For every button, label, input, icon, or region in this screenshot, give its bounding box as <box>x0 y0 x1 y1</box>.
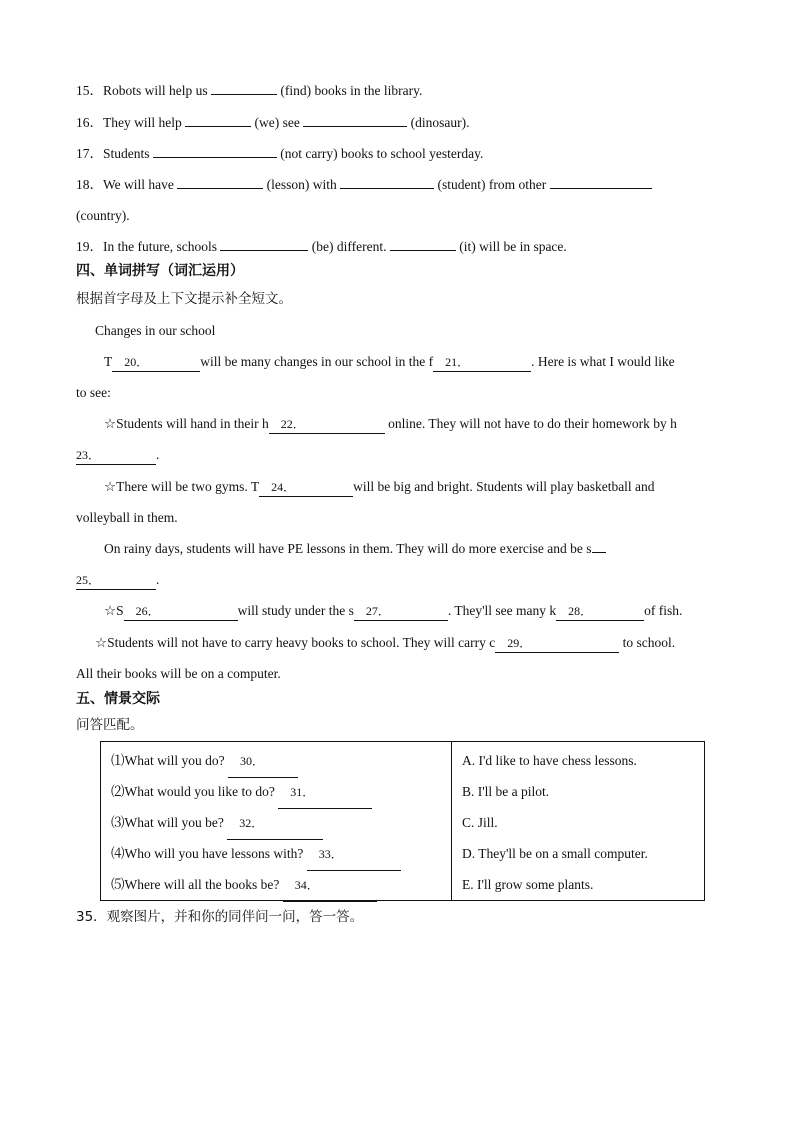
answer-blank-33[interactable] <box>307 839 401 871</box>
answer-blank-24[interactable] <box>259 478 353 497</box>
passage-text: . <box>156 447 160 462</box>
answer-blank[interactable] <box>220 238 308 251</box>
question-text: ⑸Where will all the books be? <box>111 877 283 892</box>
passage-text: ☆Students will hand in their h <box>104 416 269 431</box>
blank-number: 28． <box>568 604 593 618</box>
question-text: (we) see <box>251 115 304 130</box>
answer-blank-30[interactable] <box>228 746 298 778</box>
match-question-32 <box>111 807 451 838</box>
blank-number: 29． <box>507 636 532 650</box>
question-text: ⑶What will you be? <box>111 815 228 830</box>
answers-column <box>452 742 705 901</box>
question-17 <box>76 145 483 163</box>
passage-line-2: to see: <box>76 385 111 400</box>
question-text: (lesson) with <box>263 177 341 192</box>
question-number: 17． <box>76 146 103 161</box>
answer-blank[interactable] <box>153 145 277 158</box>
answer-blank-28[interactable] <box>556 602 644 621</box>
question-number: 16． <box>76 115 103 130</box>
answer-blank-21[interactable] <box>433 353 531 372</box>
question-18-continued <box>76 207 130 225</box>
question-text: ⑷Who will you have lessons with? <box>111 846 307 861</box>
blank-number: 34． <box>294 878 319 892</box>
question-text: ⑴What will you do? <box>111 753 228 768</box>
blank-number: 27． <box>365 604 390 618</box>
passage-text: will be big and bright. Students will play basketball and <box>353 479 655 494</box>
passage-text: online. They will not have to do their homework by h <box>384 416 677 431</box>
passage-line-4 <box>76 446 159 465</box>
answer-blank[interactable] <box>177 176 263 189</box>
answer-blank-31[interactable] <box>278 777 372 809</box>
passage-title: Changes in our school <box>95 323 216 338</box>
match-question-31 <box>111 776 451 807</box>
question-text: Students <box>103 146 153 161</box>
passage-text: . Here is what I would like <box>531 354 675 369</box>
blank-number: 33． <box>318 847 343 861</box>
passage-line-6: volleyball in them. <box>76 510 178 525</box>
section-4-title: 四、单词拼写（词汇运用） <box>76 263 244 279</box>
question-text: (country). <box>76 208 130 223</box>
match-answer-d: D. They'll be on a small computer. <box>462 846 648 861</box>
answer-blank[interactable] <box>211 82 277 95</box>
passage-line-5 <box>104 478 655 497</box>
answer-blank-20[interactable] <box>112 353 200 372</box>
passage-line-11: All their books will be on a computer. <box>76 666 281 681</box>
passage-line-1 <box>104 353 675 372</box>
question-text: Robots will help us <box>103 83 212 98</box>
question-text: In the future, schools <box>103 239 221 254</box>
blank-number: 24． <box>271 480 296 494</box>
blank-number: 32． <box>239 816 264 830</box>
question-text: ⑵What would you like to do? <box>111 784 279 799</box>
question-text: (not carry) books to school yesterday. <box>276 146 484 161</box>
passage-line-3 <box>104 415 677 434</box>
answer-blank[interactable] <box>390 238 456 251</box>
answer-blank-26[interactable] <box>124 602 238 621</box>
question-text: (dinosaur). <box>407 115 470 130</box>
blank-number: 21． <box>445 355 470 369</box>
question-19 <box>76 238 567 256</box>
question-text: (student) from other <box>434 177 550 192</box>
match-answer-c: C. Jill. <box>462 815 498 830</box>
answer-blank-25[interactable] <box>76 571 156 590</box>
passage-line-8 <box>76 571 159 590</box>
match-answer-e: E. I'll grow some plants. <box>462 877 594 892</box>
blank-number: 26． <box>135 604 160 618</box>
question-number: 18． <box>76 177 103 192</box>
answer-blank[interactable] <box>550 176 652 189</box>
blank-number: 22． <box>280 417 305 431</box>
answer-blank[interactable] <box>185 114 251 127</box>
passage-text: . <box>156 572 160 587</box>
passage-text: On rainy days, students will have PE lessons in them. They will do more exercise and be s <box>104 541 592 556</box>
question-text: They will help <box>103 115 186 130</box>
question-number: 19． <box>76 239 103 254</box>
blank-number: 25． <box>76 573 101 587</box>
answer-blank-22[interactable] <box>269 415 385 434</box>
section-5-title: 五、情景交际 <box>76 691 160 707</box>
answer-blank[interactable] <box>592 540 606 553</box>
blank-number: 20． <box>124 355 149 369</box>
question-number: 15． <box>76 83 103 98</box>
section-4-instruction: 根据首字母及上下文提示补全短文。 <box>76 291 292 307</box>
answer-blank-32[interactable] <box>227 808 323 840</box>
answer-blank-23[interactable] <box>76 446 156 465</box>
question-16 <box>76 114 469 132</box>
answer-blank-34[interactable] <box>283 870 377 902</box>
passage-text: ☆Students will not have to carry heavy books to school. They will carry c <box>95 635 496 650</box>
passage-text: . They'll see many k <box>447 603 557 618</box>
question-15 <box>76 82 422 100</box>
match-question-33 <box>111 838 451 869</box>
passage-text: of fish. <box>644 603 683 618</box>
match-answer-a: A. I'd like to have chess lessons. <box>462 753 637 768</box>
passage-text: T <box>104 354 113 369</box>
match-question-30 <box>111 745 451 776</box>
passage-text: will study under the s <box>237 603 354 618</box>
blank-number: 23． <box>76 448 101 462</box>
match-answer-b: B. I'll be a pilot. <box>462 784 550 799</box>
question-text: (be) different. <box>308 239 390 254</box>
answer-blank-29[interactable] <box>495 634 619 653</box>
matching-table <box>100 741 705 901</box>
answer-blank-27[interactable] <box>354 602 448 621</box>
question-text: (find) books in the library. <box>277 83 423 98</box>
answer-blank[interactable] <box>303 114 407 127</box>
passage-text: will be many changes in our school in the f <box>200 354 434 369</box>
answer-blank[interactable] <box>340 176 434 189</box>
question-35: 35．观察图片，并和你的同伴问一问，答一答。 <box>76 909 364 925</box>
passage-line-9 <box>104 602 682 621</box>
question-text: We will have <box>103 177 178 192</box>
question-text: (it) will be in space. <box>455 239 567 254</box>
match-question-34 <box>111 869 451 900</box>
question-18 <box>76 176 652 194</box>
blank-number: 31． <box>290 785 315 799</box>
passage-line-7 <box>104 540 606 558</box>
passage-text: ☆S <box>104 603 124 618</box>
section-5-instruction: 问答匹配。 <box>76 717 144 733</box>
questions-column <box>101 742 452 901</box>
passage-text: to school. <box>619 635 676 650</box>
passage-text: ☆There will be two gyms. T <box>104 479 260 494</box>
passage-line-10 <box>95 634 675 653</box>
blank-number: 30． <box>239 754 264 768</box>
